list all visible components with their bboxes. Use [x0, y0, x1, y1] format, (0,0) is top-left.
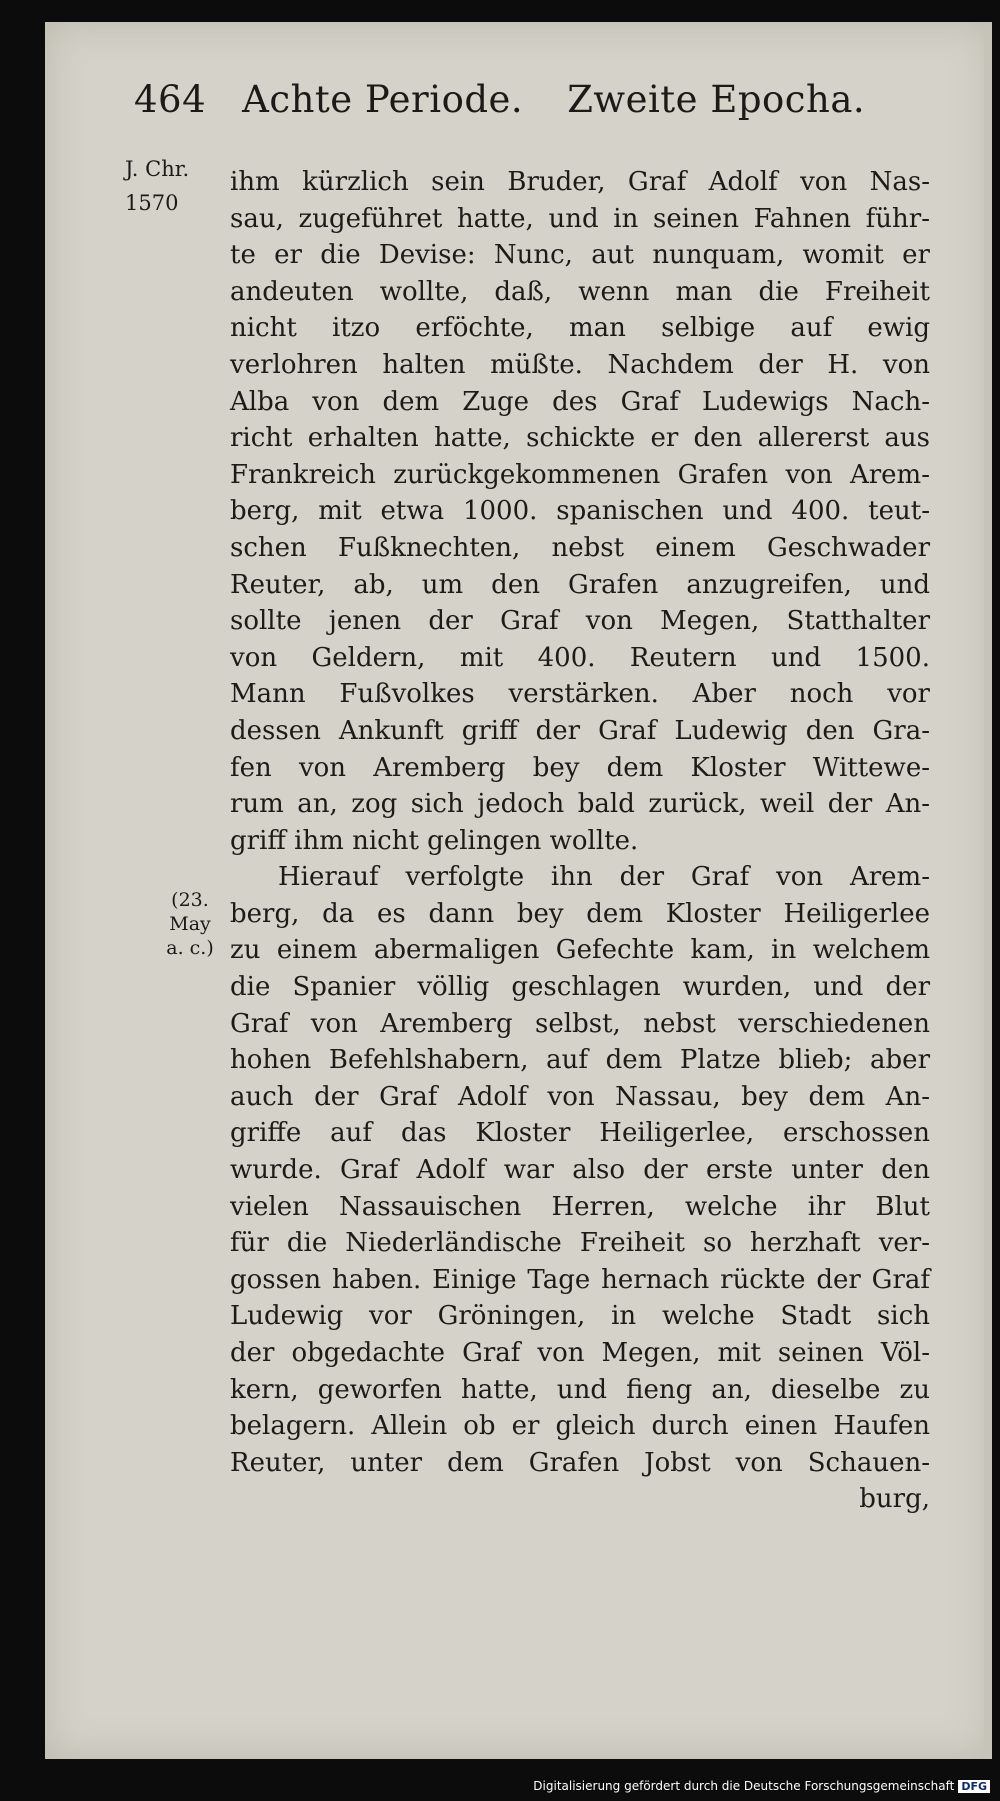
- text-line: andeuten wollte, daß, wenn man die Freiheit: [230, 276, 930, 307]
- text-line: sau, zugeführet hatte, und in seinen Fahnen führ-: [230, 203, 930, 234]
- text-line: Reuter, ab, um den Grafen anzugreifen, und: [230, 569, 930, 600]
- text-line: berg, da es dann bey dem Kloster Heiligerlee: [230, 898, 930, 929]
- text-line: für die Niederländische Freiheit so herzhaft ver-: [230, 1228, 930, 1259]
- margin-date-day: (23.: [171, 889, 209, 911]
- text-line: zu einem abermaligen Gefechte kam, in welchem: [230, 935, 930, 966]
- text-line: sollte jenen der Graf von Megen, Statthalter: [230, 606, 930, 637]
- text-line: wurde. Graf Adolf war also der erste unter den: [230, 1155, 930, 1186]
- text-line: ihm kürzlich sein Bruder, Graf Adolf von Nas-: [230, 167, 930, 197]
- text-line: Ludewig vor Gröningen, in welche Stadt sich: [230, 1301, 930, 1332]
- text-line: te er die Devise: Nunc, aut nunquam, womit er: [230, 240, 930, 271]
- text-line: griffe auf das Kloster Heiligerlee, erschossen: [230, 1118, 930, 1149]
- running-title: Achte Periode.: [242, 78, 524, 121]
- text-line: rum an, zog sich jedoch bald zurück, weil der An-: [230, 789, 930, 820]
- catchword: burg,: [859, 1484, 930, 1515]
- text-line: richt erhalten hatte, schickte er den allererst aus: [230, 423, 930, 454]
- digitization-credit: [533, 1779, 990, 1793]
- text-line: Graf von Aremberg selbst, nebst verschiedenen: [230, 1008, 930, 1039]
- text-line: Alba von dem Zuge des Graf Ludewigs Nach-: [230, 386, 930, 417]
- text-line: gossen haben. Einige Tage hernach rückte der Graf: [230, 1264, 930, 1295]
- text-line: Frankreich zurückgekommenen Grafen von Arem-: [230, 459, 930, 490]
- page-number: 464: [134, 78, 207, 121]
- text-line: dessen Ankunft griff der Graf Ludewig den Gra-: [230, 715, 930, 746]
- text-line: verlohren halten müßte. Nachdem der H. von: [230, 349, 930, 380]
- margin-era: J. Chr.: [125, 157, 190, 181]
- page-edge: [984, 22, 992, 1759]
- text-line: auch der Graf Adolf von Nassau, bey dem An-: [230, 1081, 930, 1112]
- text-line: der obgedachte Graf von Megen, mit seinen Völ-: [230, 1338, 930, 1368]
- running-subtitle: Zweite Epocha.: [567, 78, 866, 121]
- margin-year-note: [125, 152, 189, 220]
- text-line: Mann Fußvolkes verstärken. Aber noch vor: [230, 679, 930, 710]
- text-line: Hierauf verfolgte ihn der Graf von Arem-: [278, 862, 930, 893]
- text-line: hohen Befehlshabern, auf dem Platze blieb; aber: [230, 1045, 930, 1076]
- margin-year: 1570: [125, 191, 179, 215]
- body-text: [230, 164, 930, 1518]
- dfg-logo: DFG: [958, 1780, 990, 1793]
- text-line: Reuter, unter dem Grafen Jobst von Schauen-: [230, 1447, 930, 1478]
- text-line: nicht itzo erföchte, man selbige auf ewig: [230, 313, 930, 344]
- text-line: kern, geworfen hatte, und fieng an, dieselbe zu: [230, 1374, 930, 1405]
- running-head: [134, 78, 865, 121]
- text-line: schen Fußknechten, nebst einem Geschwader: [230, 532, 930, 563]
- text-line: von Geldern, mit 400. Reutern und 1500.: [230, 642, 930, 673]
- margin-date-year: a. c.): [166, 937, 214, 959]
- text-line: griff ihm nicht gelingen wollte.: [230, 825, 639, 856]
- margin-date-note: [160, 888, 220, 960]
- text-line: fen von Aremberg bey dem Kloster Wittewe-: [230, 752, 930, 783]
- text-line: belagern. Allein ob er gleich durch einen Haufen: [230, 1411, 930, 1442]
- text-line: vielen Nassauischen Herren, welche ihr Blut: [230, 1191, 930, 1222]
- text-line: berg, mit etwa 1000. spanischen und 400. teut-: [230, 496, 930, 527]
- margin-date-month: May: [169, 913, 211, 935]
- text-line: die Spanier völlig geschlagen wurden, und der: [230, 972, 930, 1003]
- credit-text: Digitalisierung gefördert durch die Deutsche Forschungsgemeinschaft: [533, 1779, 955, 1793]
